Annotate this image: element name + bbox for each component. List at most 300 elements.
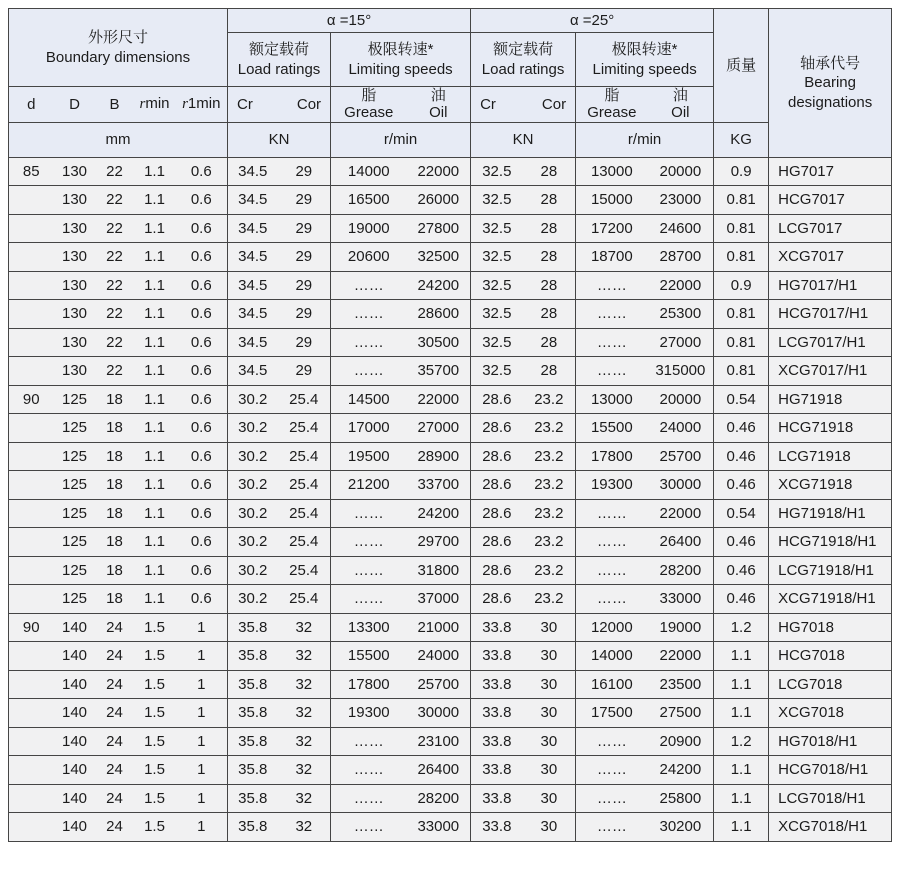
cell-cr-25: 33.8 (471, 642, 523, 671)
cell-grease-25: 17500 (576, 699, 648, 728)
table-row (9, 357, 892, 386)
cell-d (9, 556, 54, 585)
cell-cr-25: 32.5 (471, 243, 523, 272)
cell-D: 140 (54, 613, 96, 642)
cell-D: 125 (54, 528, 96, 557)
cell-B: 24 (96, 642, 134, 671)
cell-bearing-code: HCG7017 (769, 186, 892, 215)
cell-cr-15: 30.2 (228, 499, 278, 528)
cell-d (9, 471, 54, 500)
cell-cor-25: 23.2 (523, 499, 576, 528)
cell-bearing-code: LCG7018/H1 (769, 784, 892, 813)
cell-bearing-code: XCG7018/H1 (769, 813, 892, 842)
cell-bearing-code: HG7017/H1 (769, 271, 892, 300)
table-row (9, 499, 892, 528)
cell-rmin: 1.1 (134, 556, 176, 585)
cell-cr-15: 30.2 (228, 385, 278, 414)
cell-cor-25: 23.2 (523, 442, 576, 471)
cell-cr-15: 30.2 (228, 556, 278, 585)
cell-grease-15: …… (331, 357, 407, 386)
load-ratings-en: Load ratings (481, 60, 565, 78)
cell-bearing-code: LCG7017 (769, 214, 892, 243)
cell-grease-25: 15500 (576, 414, 648, 443)
cell-oil-15: 25700 (407, 670, 471, 699)
cell-rmin: 1.5 (134, 613, 176, 642)
cell-cor-15: 29 (278, 300, 331, 329)
cell-bearing-code: HCG71918 (769, 414, 892, 443)
cell-grease-15: …… (331, 271, 407, 300)
cell-rmin: 1.5 (134, 813, 176, 842)
cell-cor-25: 28 (523, 243, 576, 272)
cell-mass: 0.81 (714, 300, 769, 329)
cell-cor-15: 29 (278, 271, 331, 300)
cell-oil-15: 28200 (407, 784, 471, 813)
cell-d (9, 186, 54, 215)
rmin-r: r (139, 96, 146, 112)
cell-grease-15: …… (331, 813, 407, 842)
cell-d (9, 727, 54, 756)
table-row (9, 727, 892, 756)
cell-oil-25: 26400 (648, 528, 714, 557)
cell-d (9, 300, 54, 329)
cell-d (9, 414, 54, 443)
cell-D: 140 (54, 784, 96, 813)
col-header-grease-15 (331, 87, 407, 123)
cell-cr-25: 28.6 (471, 471, 523, 500)
cell-mass: 0.54 (714, 499, 769, 528)
cell-D: 130 (54, 186, 96, 215)
cell-bearing-code: XCG7017/H1 (769, 357, 892, 386)
table-row (9, 613, 892, 642)
header-row-alpha (9, 9, 892, 33)
cell-B: 22 (96, 214, 134, 243)
oil-en: Oil (671, 104, 690, 122)
table-row (9, 556, 892, 585)
cell-B: 22 (96, 243, 134, 272)
cell-B: 18 (96, 442, 134, 471)
cell-r1min: 1 (176, 813, 228, 842)
cell-grease-15: 21200 (331, 471, 407, 500)
oil-zh: 油 (672, 87, 688, 104)
cell-mass: 0.81 (714, 186, 769, 215)
cell-cr-25: 28.6 (471, 585, 523, 614)
cell-grease-25: …… (576, 756, 648, 785)
cell-oil-15: 28900 (407, 442, 471, 471)
cell-rmin: 1.1 (134, 157, 176, 186)
cell-cor-15: 25.4 (278, 556, 331, 585)
table-row (9, 186, 892, 215)
cell-cor-15: 29 (278, 186, 331, 215)
grease-zh: 脂 (361, 87, 377, 104)
cell-grease-25: …… (576, 727, 648, 756)
cell-bearing-code: HCG7018 (769, 642, 892, 671)
table-row (9, 243, 892, 272)
cell-oil-25: 27500 (648, 699, 714, 728)
cell-r1min: 0.6 (176, 357, 228, 386)
unit-rmin-15: r/min (331, 122, 471, 157)
cell-rmin: 1.5 (134, 699, 176, 728)
cell-r1min: 0.6 (176, 214, 228, 243)
load-ratings-zh: 额定载荷 (493, 41, 554, 58)
cell-mass: 1.1 (714, 699, 769, 728)
cell-r1min: 0.6 (176, 385, 228, 414)
cell-cor-25: 30 (523, 813, 576, 842)
cell-cr-15: 30.2 (228, 585, 278, 614)
cell-cr-15: 34.5 (228, 214, 278, 243)
cell-cr-15: 34.5 (228, 300, 278, 329)
header-alpha-25: α =25° (471, 9, 714, 33)
cell-cor-15: 32 (278, 813, 331, 842)
cell-r1min: 0.6 (176, 556, 228, 585)
col-header-cor-15: Cor (278, 87, 331, 123)
cell-grease-25: …… (576, 300, 648, 329)
cell-oil-15: 24000 (407, 642, 471, 671)
cell-oil-15: 24200 (407, 499, 471, 528)
cell-r1min: 0.6 (176, 243, 228, 272)
cell-oil-15: 23100 (407, 727, 471, 756)
limiting-speeds-en: Limiting speeds (592, 60, 697, 78)
cell-cr-15: 35.8 (228, 813, 278, 842)
cell-cr-15: 34.5 (228, 157, 278, 186)
cell-cor-15: 25.4 (278, 585, 331, 614)
cell-B: 22 (96, 357, 134, 386)
cell-grease-25: 12000 (576, 613, 648, 642)
cell-cor-15: 29 (278, 357, 331, 386)
cell-rmin: 1.1 (134, 585, 176, 614)
cell-cor-15: 32 (278, 756, 331, 785)
cell-B: 24 (96, 613, 134, 642)
cell-D: 130 (54, 243, 96, 272)
header-row-units (9, 122, 892, 157)
cell-mass: 1.1 (714, 784, 769, 813)
cell-cr-25: 33.8 (471, 613, 523, 642)
cell-cr-25: 33.8 (471, 670, 523, 699)
unit-kg: KG (714, 122, 769, 157)
cell-bearing-code: HCG71918/H1 (769, 528, 892, 557)
cell-grease-15: 19000 (331, 214, 407, 243)
cell-r1min: 0.6 (176, 414, 228, 443)
cell-grease-15: …… (331, 328, 407, 357)
cell-mass: 0.46 (714, 556, 769, 585)
cell-grease-15: 16500 (331, 186, 407, 215)
header-limiting-speeds-25 (576, 33, 714, 87)
cell-r1min: 0.6 (176, 585, 228, 614)
table-row (9, 699, 892, 728)
unit-rmin-25: r/min (576, 122, 714, 157)
cell-bearing-code: HG7018 (769, 613, 892, 642)
cell-cor-15: 32 (278, 784, 331, 813)
cell-oil-25: 23500 (648, 670, 714, 699)
load-ratings-en: Load ratings (237, 60, 321, 78)
cell-D: 130 (54, 300, 96, 329)
grease-en: Grease (587, 104, 637, 122)
cell-cor-15: 25.4 (278, 528, 331, 557)
table-row (9, 414, 892, 443)
cell-cor-25: 23.2 (523, 414, 576, 443)
cell-mass: 1.1 (714, 813, 769, 842)
cell-rmin: 1.1 (134, 442, 176, 471)
cell-cor-25: 28 (523, 271, 576, 300)
cell-grease-25: 14000 (576, 642, 648, 671)
cell-d (9, 271, 54, 300)
cell-d (9, 528, 54, 557)
cell-oil-25: 24000 (648, 414, 714, 443)
table-row (9, 528, 892, 557)
boundary-label-zh: 外形尺寸 (88, 29, 149, 46)
cell-grease-15: …… (331, 585, 407, 614)
cell-cor-25: 30 (523, 670, 576, 699)
cell-oil-15: 26400 (407, 756, 471, 785)
cell-oil-15: 31800 (407, 556, 471, 585)
cell-grease-15: …… (331, 300, 407, 329)
cell-oil-25: 25800 (648, 784, 714, 813)
cell-cor-15: 25.4 (278, 442, 331, 471)
cell-B: 18 (96, 414, 134, 443)
cell-d: 85 (9, 157, 54, 186)
cell-mass: 0.46 (714, 414, 769, 443)
cell-grease-25: 17800 (576, 442, 648, 471)
cell-cor-25: 30 (523, 642, 576, 671)
cell-oil-15: 24200 (407, 271, 471, 300)
cell-cor-25: 23.2 (523, 528, 576, 557)
cell-rmin: 1.5 (134, 670, 176, 699)
col-header-d: d (9, 87, 54, 123)
cell-bearing-code: HG7018/H1 (769, 727, 892, 756)
cell-oil-25: 28700 (648, 243, 714, 272)
cell-B: 18 (96, 385, 134, 414)
cell-grease-15: 14000 (331, 157, 407, 186)
cell-d (9, 670, 54, 699)
col-header-B: B (96, 87, 134, 123)
cell-B: 22 (96, 186, 134, 215)
table-row (9, 442, 892, 471)
cell-B: 24 (96, 699, 134, 728)
cell-D: 140 (54, 699, 96, 728)
cell-oil-25: 20000 (648, 157, 714, 186)
table-row (9, 300, 892, 329)
header-limiting-speeds-15 (331, 33, 471, 87)
cell-bearing-code: HCG7017/H1 (769, 300, 892, 329)
cell-B: 18 (96, 471, 134, 500)
cell-cr-25: 33.8 (471, 699, 523, 728)
cell-oil-25: 24200 (648, 756, 714, 785)
cell-cr-25: 32.5 (471, 328, 523, 357)
cell-mass: 1.2 (714, 727, 769, 756)
col-header-oil-25 (648, 87, 714, 123)
cell-bearing-code: HG71918 (769, 385, 892, 414)
cell-oil-15: 21000 (407, 613, 471, 642)
cell-D: 130 (54, 214, 96, 243)
cell-d (9, 813, 54, 842)
cell-cr-25: 32.5 (471, 214, 523, 243)
cell-oil-25: 315000 (648, 357, 714, 386)
cell-rmin: 1.5 (134, 642, 176, 671)
cell-oil-15: 22000 (407, 157, 471, 186)
col-header-oil-15 (407, 87, 471, 123)
cell-r1min: 0.6 (176, 328, 228, 357)
cell-grease-25: …… (576, 528, 648, 557)
cell-r1min: 0.6 (176, 499, 228, 528)
cell-cr-15: 34.5 (228, 243, 278, 272)
cell-oil-25: 30200 (648, 813, 714, 842)
cell-grease-15: 20600 (331, 243, 407, 272)
cell-oil-15: 29700 (407, 528, 471, 557)
col-header-r1min (176, 87, 228, 123)
cell-oil-15: 27800 (407, 214, 471, 243)
cell-cor-25: 28 (523, 328, 576, 357)
cell-oil-15: 28600 (407, 300, 471, 329)
cell-bearing-code: LCG7017/H1 (769, 328, 892, 357)
cell-cr-15: 35.8 (228, 613, 278, 642)
header-boundary-dimensions (9, 9, 228, 87)
cell-cr-15: 35.8 (228, 699, 278, 728)
cell-d: 90 (9, 385, 54, 414)
cell-cor-25: 28 (523, 300, 576, 329)
rmin-sub: min (145, 95, 170, 112)
cell-rmin: 1.1 (134, 528, 176, 557)
cell-B: 24 (96, 813, 134, 842)
cell-D: 130 (54, 271, 96, 300)
cell-B: 18 (96, 556, 134, 585)
cell-grease-25: 18700 (576, 243, 648, 272)
cell-mass: 1.1 (714, 642, 769, 671)
cell-grease-15: …… (331, 528, 407, 557)
cell-cor-15: 25.4 (278, 499, 331, 528)
col-header-rmin (134, 87, 176, 123)
header-load-ratings-15 (228, 33, 331, 87)
cell-B: 22 (96, 157, 134, 186)
cell-mass: 0.9 (714, 157, 769, 186)
cell-d (9, 243, 54, 272)
cell-bearing-code: XCG71918 (769, 471, 892, 500)
cell-d (9, 442, 54, 471)
oil-zh: 油 (430, 87, 446, 104)
cell-oil-25: 20900 (648, 727, 714, 756)
cell-grease-15: …… (331, 784, 407, 813)
cell-cr-15: 30.2 (228, 414, 278, 443)
cell-grease-15: …… (331, 499, 407, 528)
cell-mass: 0.81 (714, 243, 769, 272)
cell-B: 22 (96, 328, 134, 357)
cell-oil-25: 25700 (648, 442, 714, 471)
cell-cor-25: 28 (523, 186, 576, 215)
cell-oil-15: 32500 (407, 243, 471, 272)
cell-grease-25: …… (576, 556, 648, 585)
cell-cr-15: 30.2 (228, 471, 278, 500)
bearing-spec-table (8, 8, 892, 842)
cell-grease-15: …… (331, 556, 407, 585)
cell-oil-25: 23000 (648, 186, 714, 215)
cell-D: 130 (54, 157, 96, 186)
cell-cor-25: 30 (523, 613, 576, 642)
cell-rmin: 1.1 (134, 214, 176, 243)
cell-rmin: 1.1 (134, 414, 176, 443)
cell-cor-25: 28 (523, 214, 576, 243)
cell-cr-25: 33.8 (471, 756, 523, 785)
cell-oil-15: 30500 (407, 328, 471, 357)
cell-cr-25: 33.8 (471, 813, 523, 842)
table-row (9, 756, 892, 785)
cell-grease-25: 13000 (576, 157, 648, 186)
cell-r1min: 1 (176, 670, 228, 699)
cell-B: 18 (96, 499, 134, 528)
cell-mass: 1.2 (714, 613, 769, 642)
limiting-speeds-zh: 极限转速* (367, 41, 434, 58)
cell-oil-25: 19000 (648, 613, 714, 642)
cell-grease-15: …… (331, 756, 407, 785)
cell-cr-15: 34.5 (228, 271, 278, 300)
table-row (9, 471, 892, 500)
cell-cor-25: 30 (523, 727, 576, 756)
cell-oil-25: 33000 (648, 585, 714, 614)
cell-cor-15: 32 (278, 642, 331, 671)
cell-cr-25: 28.6 (471, 528, 523, 557)
col-header-cr-15: Cr (228, 87, 278, 123)
grease-zh: 脂 (604, 87, 620, 104)
limiting-speeds-zh: 极限转速* (611, 41, 678, 58)
cell-d (9, 699, 54, 728)
header-bearing-designations (769, 9, 892, 158)
cell-grease-15: 19300 (331, 699, 407, 728)
cell-rmin: 1.1 (134, 243, 176, 272)
cell-oil-15: 26000 (407, 186, 471, 215)
cell-oil-25: 20000 (648, 385, 714, 414)
cell-B: 22 (96, 271, 134, 300)
cell-r1min: 0.6 (176, 300, 228, 329)
oil-en: Oil (429, 104, 448, 122)
cell-cr-15: 35.8 (228, 642, 278, 671)
cell-cr-25: 32.5 (471, 271, 523, 300)
col-header-D: D (54, 87, 96, 123)
cell-B: 24 (96, 727, 134, 756)
cell-mass: 0.46 (714, 471, 769, 500)
cell-r1min: 0.6 (176, 271, 228, 300)
cell-B: 22 (96, 300, 134, 329)
cell-mass: 0.46 (714, 442, 769, 471)
bearing-label-en1: Bearing (804, 74, 856, 91)
cell-d (9, 642, 54, 671)
cell-cr-25: 32.5 (471, 186, 523, 215)
cell-rmin: 1.5 (134, 784, 176, 813)
cell-rmin: 1.1 (134, 186, 176, 215)
cell-oil-15: 22000 (407, 385, 471, 414)
cell-r1min: 1 (176, 784, 228, 813)
cell-B: 24 (96, 670, 134, 699)
cell-cor-25: 30 (523, 784, 576, 813)
cell-D: 130 (54, 357, 96, 386)
col-header-grease-25 (576, 87, 648, 123)
cell-grease-15: 17800 (331, 670, 407, 699)
cell-cor-25: 30 (523, 699, 576, 728)
cell-r1min: 0.6 (176, 186, 228, 215)
cell-d (9, 784, 54, 813)
cell-cr-25: 28.6 (471, 385, 523, 414)
cell-cor-15: 32 (278, 699, 331, 728)
header-mass: 质量 (714, 9, 769, 123)
cell-cor-25: 23.2 (523, 556, 576, 585)
table-row (9, 328, 892, 357)
cell-cor-15: 29 (278, 157, 331, 186)
cell-B: 24 (96, 784, 134, 813)
cell-mass: 0.81 (714, 214, 769, 243)
table-row (9, 813, 892, 842)
cell-cr-25: 32.5 (471, 300, 523, 329)
cell-cor-25: 28 (523, 357, 576, 386)
cell-d (9, 214, 54, 243)
cell-rmin: 1.1 (134, 357, 176, 386)
cell-cr-25: 32.5 (471, 357, 523, 386)
cell-oil-15: 33000 (407, 813, 471, 842)
